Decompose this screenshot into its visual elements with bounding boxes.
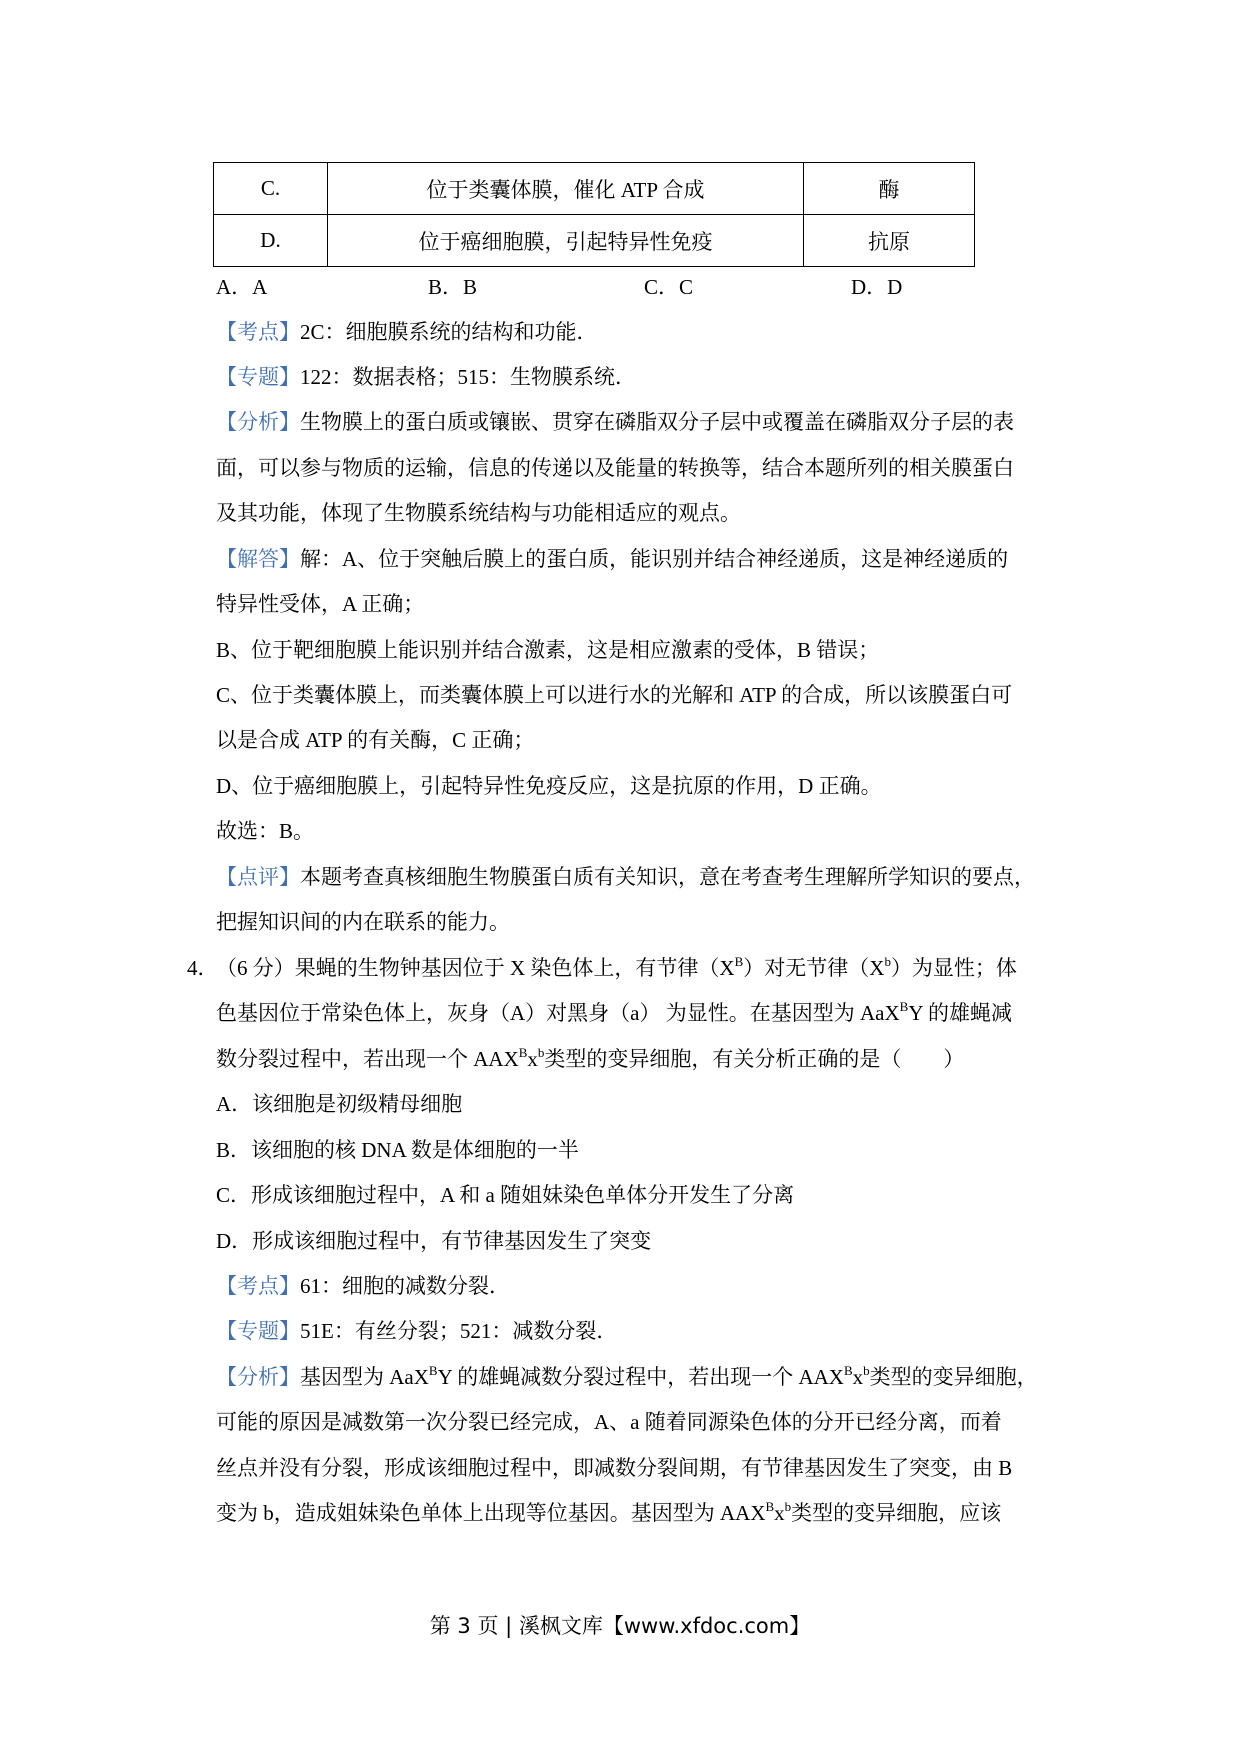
q3-jieda-line: 特异性受体，A 正确； [216, 592, 425, 616]
q4-stem-line: 色基因位于常染色体上，灰身（A）对黑身（a） 为显性。在基因型为 AaX$^B$Y 的雄蝇减 [216, 999, 1012, 1025]
q4-fenxi-line: 丝点并没有分裂，形成该细胞过程中，即减数分裂间期，有节律基因发生了突变，由 B [216, 1456, 1013, 1480]
option-letter: C. [214, 163, 328, 215]
q4-kaodian: 【考点】61：细胞的减数分裂． [216, 1274, 510, 1298]
tag-zhuanti: 【专题】 [216, 1319, 300, 1343]
q4-option-a: A．该细胞是初级精母细胞 [216, 1092, 463, 1116]
q3-dianping-line: 把握知识间的内在联系的能力。 [216, 910, 510, 934]
q4-stem-line: （6 分）果蝇的生物钟基因位于 X 染色体上，有节律$(X^B)$对无节律$(X^b)$为显性；体 [216, 954, 1017, 980]
tag-kaodian: 【考点】 [216, 1274, 300, 1298]
q3-fenxi-line: 面，可以参与物质的运输，信息的传递以及能量的转换等，结合本题所列的相关膜蛋白 [216, 456, 1014, 480]
q3-fenxi-line: 【分析】生物膜上的蛋白质或镶嵌、贯穿在磷脂双分子层中或覆盖在磷脂双分子层的表 [216, 410, 1014, 434]
option-description: 位于类囊体膜，催化 ATP 合成 [328, 163, 804, 215]
q3-jieda-line: 故选：B。 [216, 819, 315, 843]
q3-jieda-line: 以是合成 ATP 的有关酶，C 正确； [216, 728, 535, 752]
tag-kaodian: 【考点】 [216, 320, 300, 344]
q4-stem-line: 数分裂过程中，若出现一个 $AAX^Bx^b$类型的变异细胞，有关分析正确的是（ ） [216, 1045, 965, 1071]
q4-fenxi-line: 可能的原因是减数第一次分裂已经完成，A、a 随着同源染色体的分开已经分离，而着 [216, 1410, 1002, 1434]
q4-number: 4． [187, 956, 219, 980]
q3-jieda-line: C、位于类囊体膜上，而类囊体膜上可以进行水的光解和 ATP 的合成，所以该膜蛋白可 [216, 683, 1013, 707]
choice-c: C．C [644, 275, 694, 299]
q4-option-b: B．该细胞的核 DNA 数是体细胞的一半 [216, 1138, 579, 1162]
option-function: 酶 [804, 163, 975, 215]
tag-fenxi: 【分析】 [216, 1365, 300, 1389]
q3-jieda-line: D、位于癌细胞膜上，引起特异性免疫反应，这是抗原的作用，D 正确。 [216, 774, 882, 798]
tag-fenxi: 【分析】 [216, 410, 300, 434]
q3-dianping-line: 【点评】本题考查真核细胞生物膜蛋白质有关知识，意在考查考生理解所学知识的要点， [216, 865, 1035, 889]
tag-zhuanti: 【专题】 [216, 365, 300, 389]
q4-option-c: C．形成该细胞过程中，A 和 a 随姐妹染色单体分开发生了分离 [216, 1183, 795, 1207]
table-row [214, 163, 975, 215]
tag-dianping: 【点评】 [216, 865, 300, 889]
page-footer: 第 3 页 | 溪枫文库【www.xfdoc.com】 [429, 1614, 811, 1638]
option-letter: D. [214, 215, 328, 267]
choice-a: A．A [216, 275, 268, 299]
q4-fenxi-line: 【分析】基因型为 AaX$^B$Y 的雄蝇减数分裂过程中，若出现一个 $AAX^Bx^b$类型的变异细胞， [216, 1363, 1038, 1389]
q4-option-d: D．形成该细胞过程中，有节律基因发生了突变 [216, 1229, 652, 1253]
options-table [213, 162, 975, 267]
q3-jieda-line: B、位于靶细胞膜上能识别并结合激素，这是相应激素的受体，B 错误； [216, 638, 880, 662]
table-row [214, 215, 975, 267]
q3-kaodian: 【考点】2C：细胞膜系统的结构和功能． [216, 320, 598, 344]
option-description: 位于癌细胞膜，引起特异性免疫 [328, 215, 804, 267]
option-function: 抗原 [804, 215, 975, 267]
q3-fenxi-line: 及其功能，体现了生物膜系统结构与功能相适应的观点。 [216, 501, 741, 525]
choice-d: D．D [851, 275, 903, 299]
q4-zhuanti: 【专题】51E：有丝分裂；521：减数分裂． [216, 1319, 618, 1343]
q3-jieda-line: 【解答】解：A、位于突触后膜上的蛋白质，能识别并结合神经递质，这是神经递质的 [216, 547, 1009, 571]
choice-b: B．B [428, 275, 478, 299]
q3-zhuanti: 【专题】122：数据表格；515：生物膜系统． [216, 365, 636, 389]
q4-fenxi-line: 变为 b，造成姐妹染色单体上出现等位基因。基因型为 $AAX^Bx^b$类型的变异细胞，应该 [216, 1499, 1002, 1525]
tag-jieda: 【解答】 [216, 547, 300, 571]
